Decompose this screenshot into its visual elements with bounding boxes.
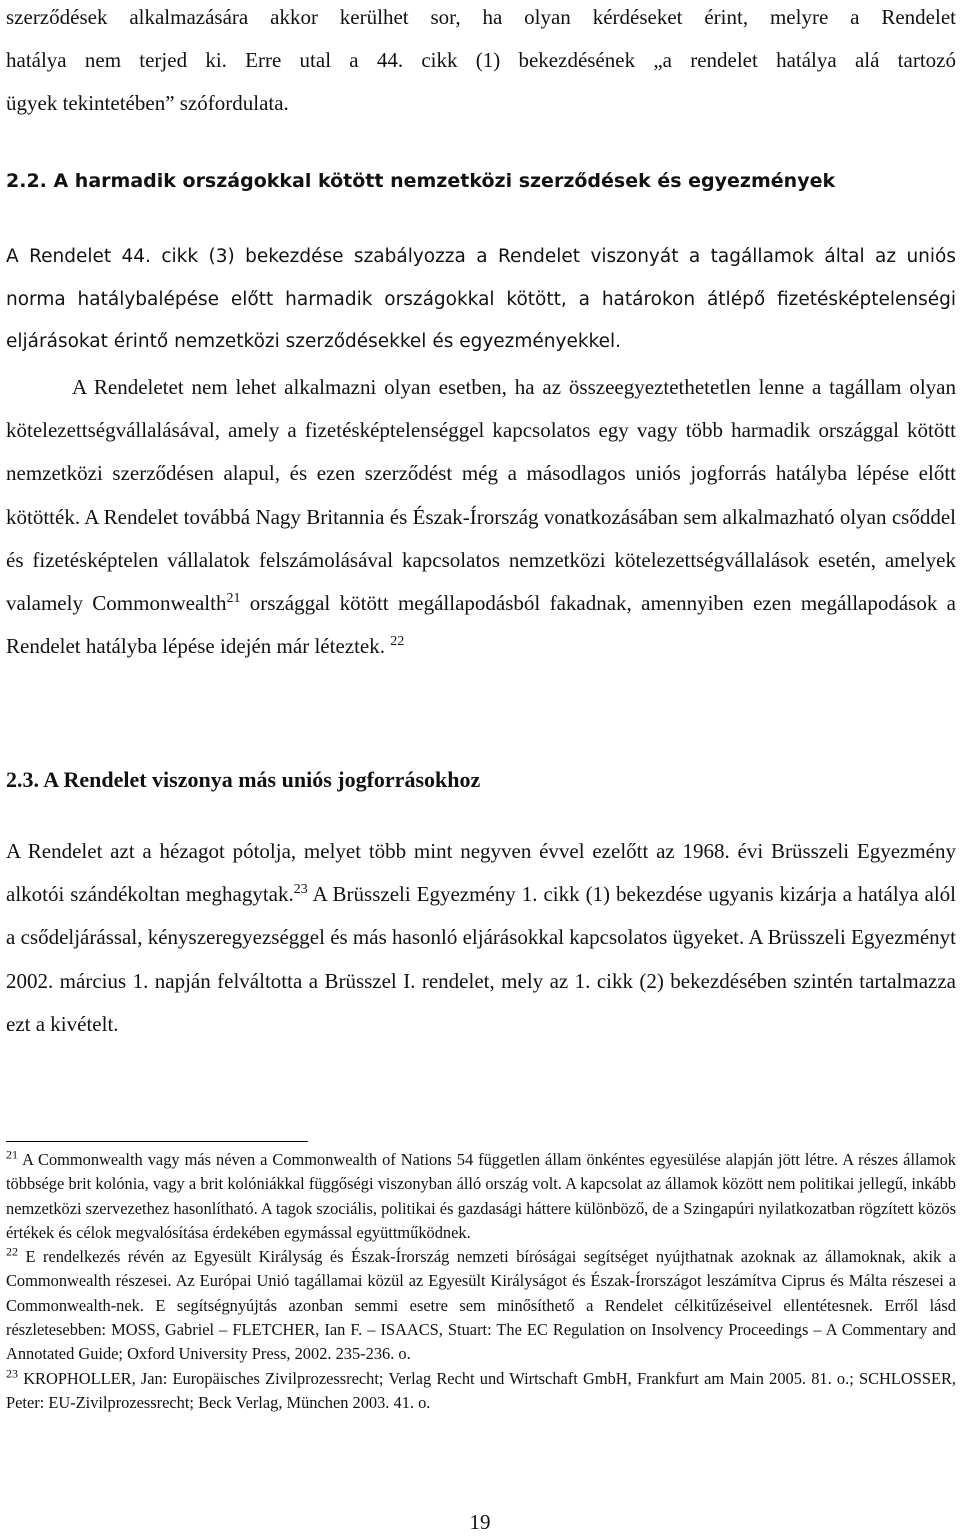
section-2-3-paragraph (6, 830, 956, 1046)
section-heading-2-2: 2.2. A harmadik országokkal kötött nemzetközi szerződések és egyezmények (6, 170, 836, 192)
intro-line-1: szerződések alkalmazására akkor kerülhet sor, ha olyan kérdéseket érint, melyre a Rendelet (6, 5, 956, 29)
footnote-23-text: KROPHOLLER, Jan: Europäisches Zivilprozessrecht; Verlag Recht und Wirtschaft GmbH, Frankfurt am Main 2005. 81. o.; SCHLOSSER, Peter: EU-Zivilprozessrecht; Beck Verlag, München 2003. 41. o. (6, 1368, 956, 1412)
page-number: 19 (469, 1510, 491, 1534)
footnote-number-21: 21 (6, 1147, 18, 1162)
para23-part-b: A Brüsszeli Egyezmény 1. cikk (1) bekezdése ugyanis kizárja a hatálya alól a csődeljárással, kényszeregyezséggel és más hasonló eljárásokkal kapcsolatos ügyeket. A Brüsszeli Egyezményt 2002. március 1. napján felváltotta a Brüsszel I. rendelet, mely az 1. cikk (2) bekezdésében szintén tartalmazza ezt a kivételt. (6, 882, 956, 1036)
section-2-2-paragraph-2 (6, 366, 956, 668)
footnote-separator (6, 1141, 308, 1142)
footnote-23 (6, 1367, 956, 1416)
footnote-ref-22[interactable]: 22 (390, 634, 405, 650)
intro-line-2: hatálya nem terjed ki. Erre utal a 44. cikk (1) bekezdésének „a rendelet hatálya alá tartozó (6, 48, 956, 73)
footnote-22-text: E rendelkezés révén az Egyesült Királyság és Észak-Írország nemzeti bíróságai segítséget nyújthatnak azoknak az államoknak, akik a Commonwealth részesei. Az Európai Unió tagállamai közül az Egyesült Királyságot és Észak-Írországot leszámítva Ciprus és Málta részesei a Commonwealth-nek. E segítségnyújtás azonban semmi esetre sem minősíthető a Rendelet célkitűzéseivel ellentétesnek. Erről lásd részletesebben: MOSS, Gabriel – FLETCHER, Ian F. – ISAACS, Stuart: The EC Regulation on Insolvency Proceedings – A Commentary and Annotated Guide; Oxford University Press, 2002. 235-236. o. (6, 1247, 956, 1364)
section-heading-2-3: 2.3. A Rendelet viszonya más uniós jogforrásokhoz (6, 767, 481, 792)
section-2-2-paragraph-1: A Rendelet 44. cikk (3) bekezdése szabályozza a Rendelet viszonyát a tagállamok által az uniós norma hatálybalépése előtt harmadik országokkal kötött, a határokon átlépő fizetésképtelenségi eljárásokat érintő nemzetközi szerződésekkel és egyezményekkel. (6, 246, 956, 352)
footnote-21-text: A Commonwealth vagy más néven a Commonwealth of Nations 54 független állam önkéntes egyesülése alapján jött létre. A részes államok többsége brit kolónia, vagy a brit kolóniákkal függőségi viszonyban álló ország volt. A kapcsolat az államok között nem politikai jellegű, inkább nemzetközi szervezethez hasonlítható. A tagok szociális, politikai és gazdasági háttere különböző, de a Szingapúri nyilatkozatban rögzített közös értékek és célok megvalósítása érdekében egymással együttműködnek. (6, 1150, 956, 1242)
intro-paragraph (6, 0, 956, 126)
para23-part-a: A Rendelet azt a hézagot pótolja, melyet több mint negyven évvel ezelőtt az 1968. évi Brüsszeli Egyezmény alkotói szándékoltan meghagytak. (6, 839, 956, 907)
footnote-21 (6, 1148, 956, 1245)
para2-part-b: országgal kötött megállapodásból fakadnak, amennyiben ezen megállapodások a Rendelet hatályba lépése idején már léteztek. (6, 591, 957, 659)
para2-part-a: A Rendeletet nem lehet alkalmazni olyan esetben, ha az összeegyeztethetetlen lenne a tagállam olyan kötelezettségvállalásával, amely a fizetésképtelenséggel kapcsolatos egy vagy több harmadik országgal kötött nemzetközi szerződésen alapul, és ezen szerződést még a másodlagos uniós jogforrás hatályba lépése előtt kötötték. A Rendelet továbbá Nagy Britannia és Észak-Írország vonatkozásában sem alkalmazható olyan csőddel és fizetésképtelen vállalatok felszámolásával kapcsolatos nemzetközi kötelezettségvállalások esetén, amelyek valamely Commonwealth (6, 375, 956, 616)
footnote-ref-23[interactable]: 23 (293, 882, 308, 898)
footnotes (6, 1148, 956, 1415)
footnote-number-22: 22 (6, 1244, 18, 1259)
footnote-22 (6, 1245, 956, 1366)
footnote-number-23: 23 (6, 1366, 18, 1381)
intro-line-3: ügyek tekintetében” szófordulata. (6, 91, 289, 116)
footnote-ref-21[interactable]: 21 (226, 591, 241, 607)
